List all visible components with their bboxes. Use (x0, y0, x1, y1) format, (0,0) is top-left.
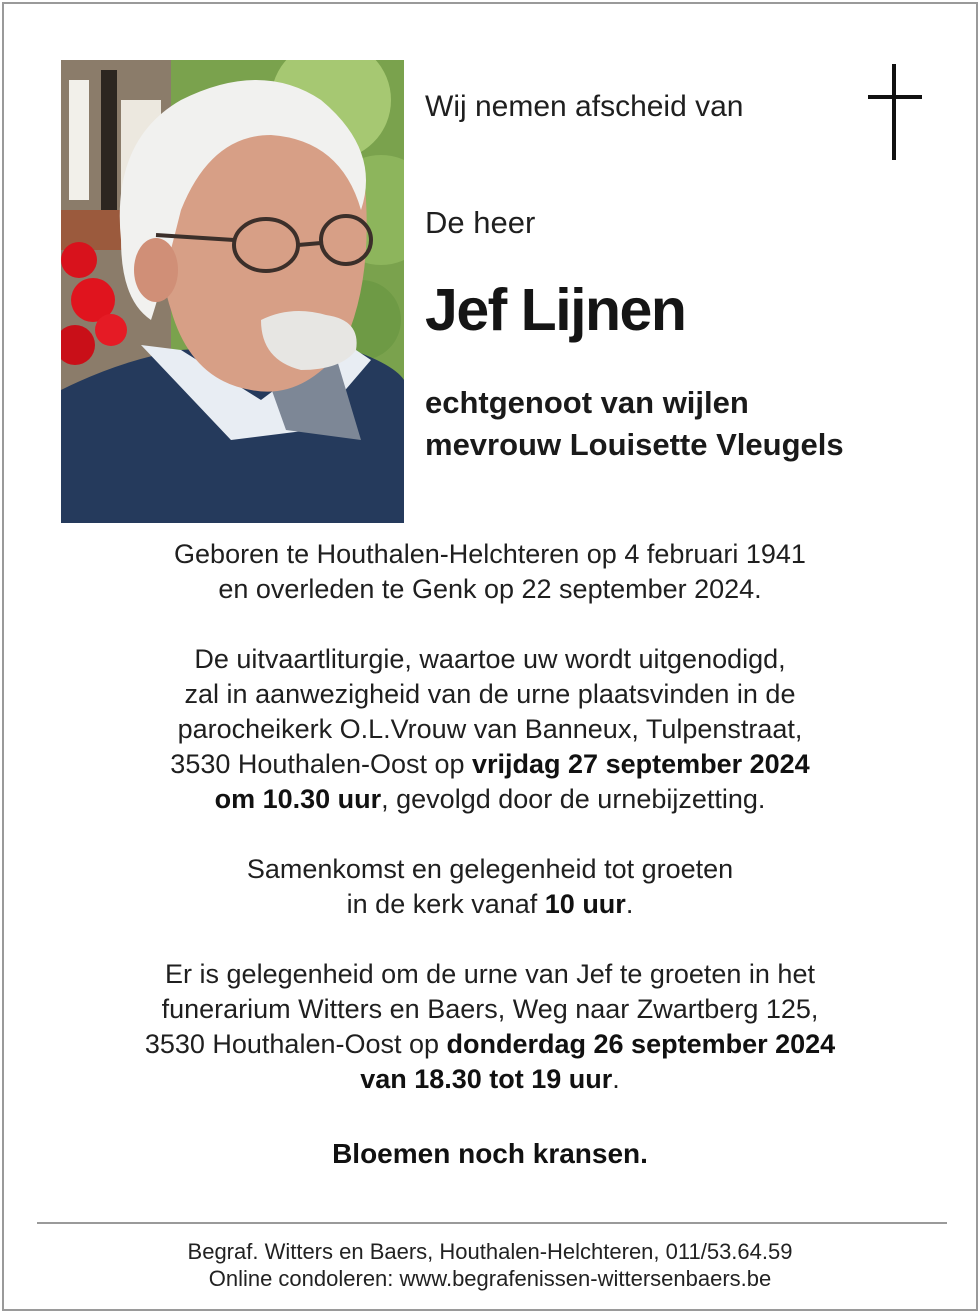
spouse-info (425, 382, 844, 466)
funeral-line-4 (4, 747, 976, 782)
funeral-line-5 (4, 782, 976, 817)
born-line-2: en overleden te Genk op 22 september 2024. (218, 574, 762, 604)
visitation-line-3-text: 3530 Houthalen-Oost op (144, 1029, 447, 1059)
visitation-date: donderdag 26 september 2024 (446, 1029, 836, 1059)
funeral-line-2: zal in aanwezigheid van de urne plaatsvinden in de (184, 679, 796, 709)
gathering-time: 10 uur (544, 889, 626, 919)
spouse-line-2: mevrouw Louisette Vleugels (425, 427, 844, 462)
funeral-line-5-text: , gevolgd door de urnebijzetting. (381, 784, 766, 814)
announcement-body (4, 537, 976, 1132)
spouse-line-1: echtgenoot van wijlen (425, 385, 749, 420)
footer (4, 1238, 976, 1292)
funeral-time: om 10.30 uur (214, 784, 382, 814)
funeral-date: vrijdag 27 september 2024 (472, 749, 810, 779)
visitation-line-3 (4, 1027, 976, 1062)
visitation-line-4 (4, 1062, 976, 1097)
gathering-line-2 (4, 887, 976, 922)
footer-divider (37, 1222, 947, 1224)
cross-icon (866, 64, 926, 169)
deceased-name: Jef Lijnen (425, 277, 686, 343)
visitation-line-4-end: . (612, 1064, 620, 1094)
obituary-card (2, 2, 978, 1311)
gathering-line-2-text: in de kerk vanaf (346, 889, 545, 919)
birth-death-paragraph (4, 537, 976, 607)
footer-line-2: Online condoleren: www.begrafenissen-wittersenbaers.be (208, 1266, 772, 1291)
visitation-paragraph (4, 957, 976, 1097)
footer-line-1: Begraf. Witters en Baers, Houthalen-Helchteren, 011/53.64.59 (187, 1239, 793, 1264)
gathering-line-1: Samenkomst en gelegenheid tot groeten (246, 854, 734, 884)
visitation-line-2: funerarium Witters en Baers, Weg naar Zwartberg 125, (161, 994, 819, 1024)
visitation-time: van 18.30 tot 19 uur (360, 1064, 613, 1094)
honorific: De heer (425, 205, 536, 240)
born-line-1: Geboren te Houthalen-Helchteren op 4 februari 1941 (174, 539, 806, 569)
funeral-line-4-text: 3530 Houthalen-Oost op (170, 749, 473, 779)
funeral-line-3: parocheikerk O.L.Vrouw van Banneux, Tulpenstraat, (177, 714, 803, 744)
funeral-paragraph (4, 642, 976, 817)
gathering-line-2-end: . (625, 889, 634, 919)
closing-note: Bloemen noch kransen. (332, 1138, 648, 1169)
portrait-photo (61, 60, 404, 523)
gathering-paragraph (4, 852, 976, 922)
portrait-illustration (61, 60, 404, 523)
visitation-line-1: Er is gelegenheid om de urne van Jef te groeten in het (165, 959, 815, 989)
intro-text: Wij nemen afscheid van (425, 90, 744, 123)
funeral-line-1: De uitvaartliturgie, waartoe uw wordt uitgenodigd, (194, 644, 786, 674)
